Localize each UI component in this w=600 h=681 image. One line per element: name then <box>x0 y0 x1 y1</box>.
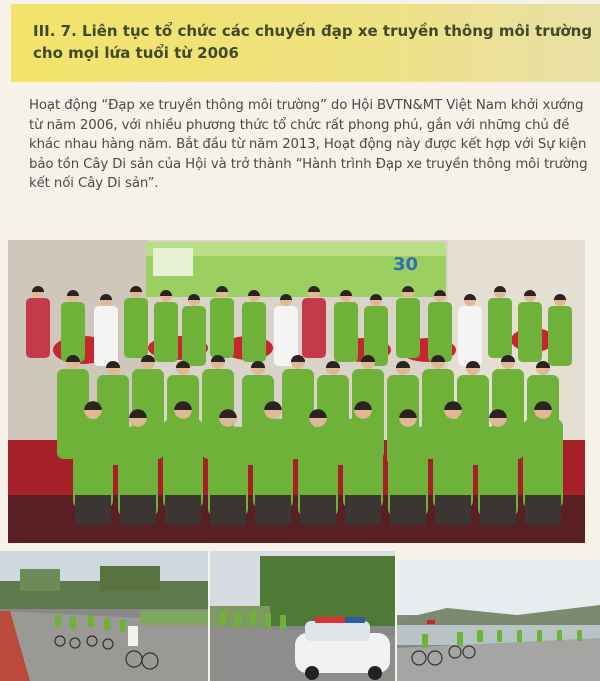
banner-accent: 30 <box>393 254 419 275</box>
body-paragraph: Hoạt động “Đạp xe truyền thông môi trường” do Hội BVTN&MT Việt Nam khởi xướng từ năm 2006, với nhiều phương thức tổ chức rất phong phú, gắn với những chủ đề khác nhau hàng năm. Bắt đầu từ năm 2013, Hoạt động này được kết hợp với Sự kiện bảo tồn Cây Di sản của Hội và trở thành “Hành trình Đạp xe truyền thông môi trường kết nối Cây Di sản”. <box>29 98 588 191</box>
cycling-photo-middle <box>210 551 395 681</box>
group-photo <box>8 240 585 543</box>
cycling-photo-left <box>0 551 208 681</box>
section-header <box>11 4 600 82</box>
section-title: III. 7. Liên tục tổ chức các chuyến đạp xe truyền thông môi trường cho mọi lứa tuổi từ 2006 <box>33 22 593 62</box>
cycling-photo-right <box>397 560 600 681</box>
